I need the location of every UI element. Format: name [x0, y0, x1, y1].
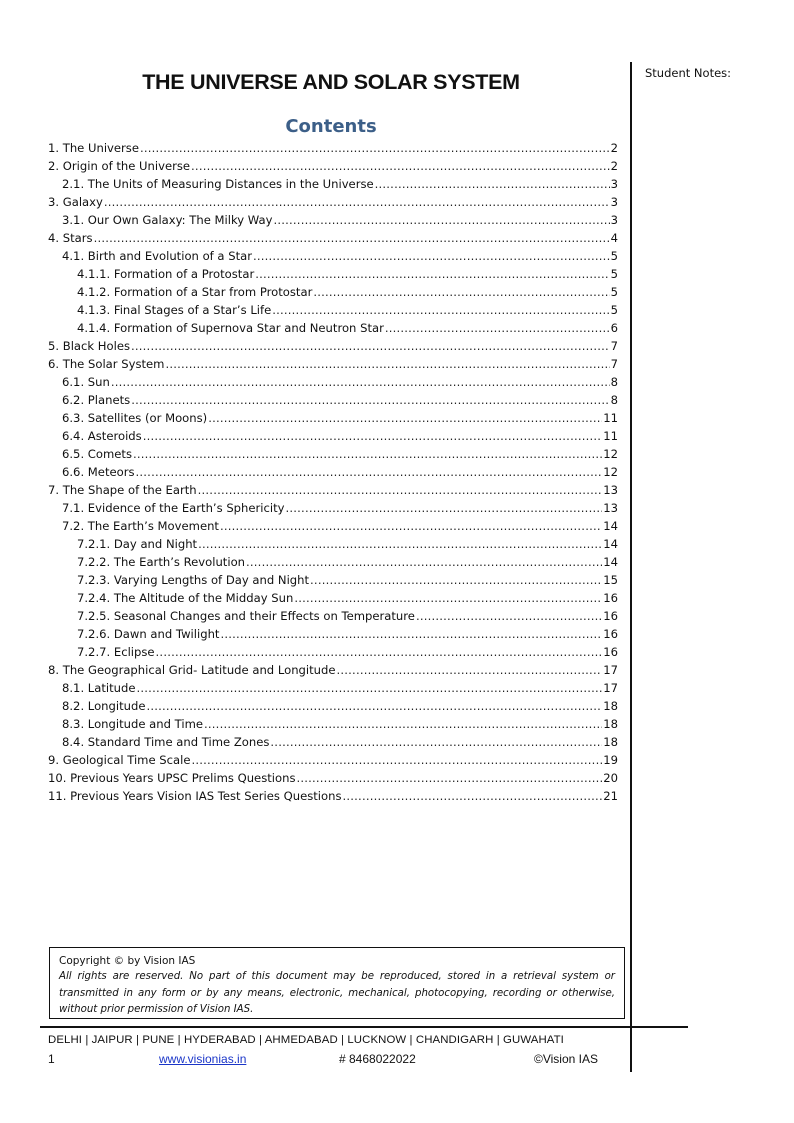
- toc-entry[interactable]: [48, 571, 618, 589]
- toc-entry[interactable]: [48, 715, 618, 733]
- toc-entry[interactable]: [48, 247, 618, 265]
- toc-entry[interactable]: [48, 337, 618, 355]
- toc-entry-label[interactable]: 8.4. Standard Time and Time Zones: [62, 735, 270, 749]
- toc-entry[interactable]: [48, 283, 618, 301]
- toc-entry[interactable]: [48, 733, 618, 751]
- toc-entry[interactable]: [48, 769, 618, 787]
- toc-entry[interactable]: [48, 481, 618, 499]
- toc-leader-dots: [220, 517, 602, 535]
- footer-phone: # 8468022022: [339, 1052, 416, 1066]
- document-title: THE UNIVERSE AND SOLAR SYSTEM: [142, 70, 520, 94]
- toc-entry-page: 7: [610, 357, 618, 371]
- toc-leader-dots: [137, 679, 603, 697]
- toc-entry-page: 16: [603, 645, 618, 659]
- toc-entry[interactable]: [48, 211, 618, 229]
- toc-leader-dots: [165, 355, 609, 373]
- toc-entry-page: 5: [610, 267, 618, 281]
- toc-entry-page: 21: [603, 789, 618, 803]
- toc-leader-dots: [133, 445, 602, 463]
- toc-entry-label[interactable]: 4. Stars: [48, 231, 93, 245]
- toc-leader-dots: [313, 283, 609, 301]
- contents-heading: Contents: [285, 116, 377, 137]
- toc-entry-page: 8: [610, 393, 618, 407]
- toc-entry-page: 17: [603, 681, 618, 695]
- toc-entry-label[interactable]: 4.1.3. Final Stages of a Star’s Life: [77, 303, 272, 317]
- toc-entry-label[interactable]: 7.2.6. Dawn and Twilight: [77, 627, 220, 641]
- toc-entry-label[interactable]: 6.6. Meteors: [62, 465, 135, 479]
- toc-entry[interactable]: [48, 661, 618, 679]
- copyright-box: [49, 947, 625, 1019]
- toc-leader-dots: [246, 553, 602, 571]
- toc-entry-label[interactable]: 2.1. The Units of Measuring Distances in the Universe: [62, 177, 374, 191]
- toc-entry-label[interactable]: 9. Geological Time Scale: [48, 753, 191, 767]
- toc-entry-label[interactable]: 4.1.4. Formation of Supernova Star and Neutron Star: [77, 321, 384, 335]
- toc-entry-label[interactable]: 6.3. Satellites (or Moons): [62, 411, 208, 425]
- toc-leader-dots: [140, 139, 610, 157]
- table-of-contents: [48, 139, 618, 805]
- toc-entry-page: 18: [603, 717, 618, 731]
- toc-leader-dots: [198, 535, 602, 553]
- student-notes-label: Student Notes:: [645, 66, 732, 80]
- toc-entry-page: 14: [603, 519, 618, 533]
- toc-entry-page: 5: [610, 285, 618, 299]
- toc-entry-label[interactable]: 7.2.3. Varying Lengths of Day and Night: [77, 573, 310, 587]
- toc-leader-dots: [286, 499, 603, 517]
- toc-entry[interactable]: [48, 265, 618, 283]
- copyright-text: All rights are reserved. No part of this document may be reproduced, stored in a retrieval system or transmitted in any form or by any means, electronic, mechanical, photocopying, recording or otherwise, without prior permission of Vision IAS.: [59, 971, 615, 1015]
- footer-cities: DELHI | JAIPUR | PUNE | HYDERABAD | AHMEDABAD | LUCKNOW | CHANDIGARH | GUWAHATI: [48, 1034, 564, 1046]
- toc-leader-dots: [146, 697, 602, 715]
- toc-entry[interactable]: [48, 301, 618, 319]
- toc-leader-dots: [220, 625, 602, 643]
- footer-website-link[interactable]: www.visionias.in: [159, 1052, 247, 1066]
- toc-entry[interactable]: [48, 355, 618, 373]
- toc-entry-page: 14: [603, 555, 618, 569]
- toc-entry-label[interactable]: 3. Galaxy: [48, 195, 103, 209]
- toc-leader-dots: [198, 481, 603, 499]
- toc-entry[interactable]: [48, 553, 618, 571]
- toc-entry-page: 16: [603, 591, 618, 605]
- toc-entry-page: 8: [610, 375, 618, 389]
- toc-leader-dots: [156, 643, 603, 661]
- toc-entry-page: 12: [603, 465, 618, 479]
- toc-entry[interactable]: [48, 409, 618, 427]
- toc-leader-dots: [270, 733, 602, 751]
- toc-entry-page: 16: [603, 609, 618, 623]
- toc-leader-dots: [255, 265, 609, 283]
- toc-entry-label[interactable]: 1. The Universe: [48, 141, 139, 155]
- toc-entry-page: 11: [603, 429, 618, 443]
- toc-entry-label[interactable]: 6.1. Sun: [62, 375, 110, 389]
- toc-leader-dots: [253, 247, 610, 265]
- toc-entry[interactable]: [48, 679, 618, 697]
- toc-entry[interactable]: [48, 625, 618, 643]
- toc-leader-dots: [143, 427, 603, 445]
- toc-entry[interactable]: [48, 643, 618, 661]
- toc-entry-label[interactable]: 7.2.1. Day and Night: [77, 537, 198, 551]
- toc-leader-dots: [272, 301, 609, 319]
- footer-divider: [40, 1026, 688, 1028]
- toc-entry-label[interactable]: 7.1. Evidence of the Earth’s Sphericity: [62, 501, 285, 515]
- toc-entry-label[interactable]: 11. Previous Years Vision IAS Test Series Questions: [48, 789, 342, 803]
- toc-entry-page: 19: [603, 753, 618, 767]
- toc-leader-dots: [274, 211, 610, 229]
- toc-entry[interactable]: [48, 319, 618, 337]
- footer-copyright: ©Vision IAS: [534, 1052, 598, 1066]
- toc-leader-dots: [343, 787, 603, 805]
- toc-entry[interactable]: [48, 229, 618, 247]
- toc-entry[interactable]: [48, 751, 618, 769]
- margin-divider: [630, 62, 632, 1072]
- toc-entry-label[interactable]: 5. Black Holes: [48, 339, 131, 353]
- toc-leader-dots: [337, 661, 603, 679]
- toc-entry[interactable]: [48, 463, 618, 481]
- toc-entry-label[interactable]: 8. The Geographical Grid- Latitude and Longitude: [48, 663, 336, 677]
- toc-leader-dots: [94, 229, 610, 247]
- toc-entry-page: 5: [610, 249, 618, 263]
- toc-entry-page: 3: [610, 195, 618, 209]
- toc-entry[interactable]: [48, 787, 618, 805]
- toc-entry-label[interactable]: 6. The Solar System: [48, 357, 165, 371]
- toc-entry-label[interactable]: 7.2.4. The Altitude of the Midday Sun: [77, 591, 294, 605]
- toc-leader-dots: [104, 193, 610, 211]
- toc-entry-label[interactable]: 6.2. Planets: [62, 393, 131, 407]
- toc-entry-page: 14: [603, 537, 618, 551]
- toc-entry-label[interactable]: 10. Previous Years UPSC Prelims Questions: [48, 771, 296, 785]
- toc-leader-dots: [294, 589, 602, 607]
- toc-entry-page: 2: [610, 159, 618, 173]
- toc-leader-dots: [375, 175, 610, 193]
- toc-leader-dots: [310, 571, 602, 589]
- toc-entry-page: 11: [603, 411, 618, 425]
- toc-entry[interactable]: [48, 697, 618, 715]
- toc-entry[interactable]: [48, 193, 618, 211]
- toc-entry-label[interactable]: 2. Origin of the Universe: [48, 159, 191, 173]
- toc-entry-label[interactable]: 4.1.1. Formation of a Protostar: [77, 267, 255, 281]
- toc-entry-page: 18: [603, 699, 618, 713]
- toc-entry[interactable]: [48, 535, 618, 553]
- toc-entry[interactable]: [48, 373, 618, 391]
- toc-entry-label[interactable]: 8.1. Latitude: [62, 681, 136, 695]
- toc-entry-page: 3: [610, 213, 618, 227]
- toc-entry-label[interactable]: 4.1. Birth and Evolution of a Star: [62, 249, 252, 263]
- toc-entry-label[interactable]: 7. The Shape of the Earth: [48, 483, 197, 497]
- toc-entry-page: 13: [603, 501, 618, 515]
- toc-leader-dots: [136, 463, 603, 481]
- toc-entry[interactable]: [48, 391, 618, 409]
- toc-entry-page: 6: [610, 321, 618, 335]
- copyright-title: Copyright © by Vision IAS: [59, 955, 196, 967]
- toc-leader-dots: [296, 769, 602, 787]
- toc-entry-page: 20: [603, 771, 618, 785]
- toc-entry[interactable]: [48, 427, 618, 445]
- toc-entry-page: 2: [610, 141, 618, 155]
- toc-entry-label[interactable]: 6.5. Comets: [62, 447, 133, 461]
- toc-leader-dots: [131, 391, 609, 409]
- toc-leader-dots: [191, 157, 610, 175]
- toc-entry-label[interactable]: 7.2.2. The Earth’s Revolution: [77, 555, 246, 569]
- toc-entry-page: 5: [610, 303, 618, 317]
- toc-leader-dots: [131, 337, 610, 355]
- toc-entry-page: 18: [603, 735, 618, 749]
- toc-entry-page: 15: [603, 573, 618, 587]
- toc-entry[interactable]: [48, 445, 618, 463]
- footer-page-number: 1: [48, 1052, 55, 1066]
- toc-entry-page: 13: [603, 483, 618, 497]
- toc-leader-dots: [416, 607, 602, 625]
- toc-entry-label[interactable]: 7.2. The Earth’s Movement: [62, 519, 219, 533]
- toc-entry[interactable]: [48, 175, 618, 193]
- toc-entry-page: 7: [610, 339, 618, 353]
- toc-leader-dots: [111, 373, 610, 391]
- toc-entry-label[interactable]: 8.2. Longitude: [62, 699, 146, 713]
- toc-entry[interactable]: [48, 157, 618, 175]
- toc-leader-dots: [192, 751, 603, 769]
- toc-entry-page: 16: [603, 627, 618, 641]
- toc-entry[interactable]: [48, 499, 618, 517]
- toc-entry-page: 12: [603, 447, 618, 461]
- toc-leader-dots: [204, 715, 602, 733]
- toc-entry[interactable]: [48, 517, 618, 535]
- toc-entry-label[interactable]: 6.4. Asteroids: [62, 429, 142, 443]
- toc-entry-page: 3: [610, 177, 618, 191]
- toc-leader-dots: [208, 409, 602, 427]
- toc-entry-label[interactable]: 8.3. Longitude and Time: [62, 717, 204, 731]
- toc-entry-label[interactable]: 4.1.2. Formation of a Star from Protostar: [77, 285, 313, 299]
- toc-entry[interactable]: [48, 607, 618, 625]
- toc-entry-page: 17: [603, 663, 618, 677]
- toc-entry-label[interactable]: 3.1. Our Own Galaxy: The Milky Way: [62, 213, 273, 227]
- toc-entry[interactable]: [48, 589, 618, 607]
- toc-entry[interactable]: [48, 139, 618, 157]
- toc-entry-label[interactable]: 7.2.7. Eclipse: [77, 645, 155, 659]
- toc-leader-dots: [385, 319, 610, 337]
- toc-entry-page: 4: [610, 231, 618, 245]
- toc-entry-label[interactable]: 7.2.5. Seasonal Changes and their Effects on Temperature: [77, 609, 415, 623]
